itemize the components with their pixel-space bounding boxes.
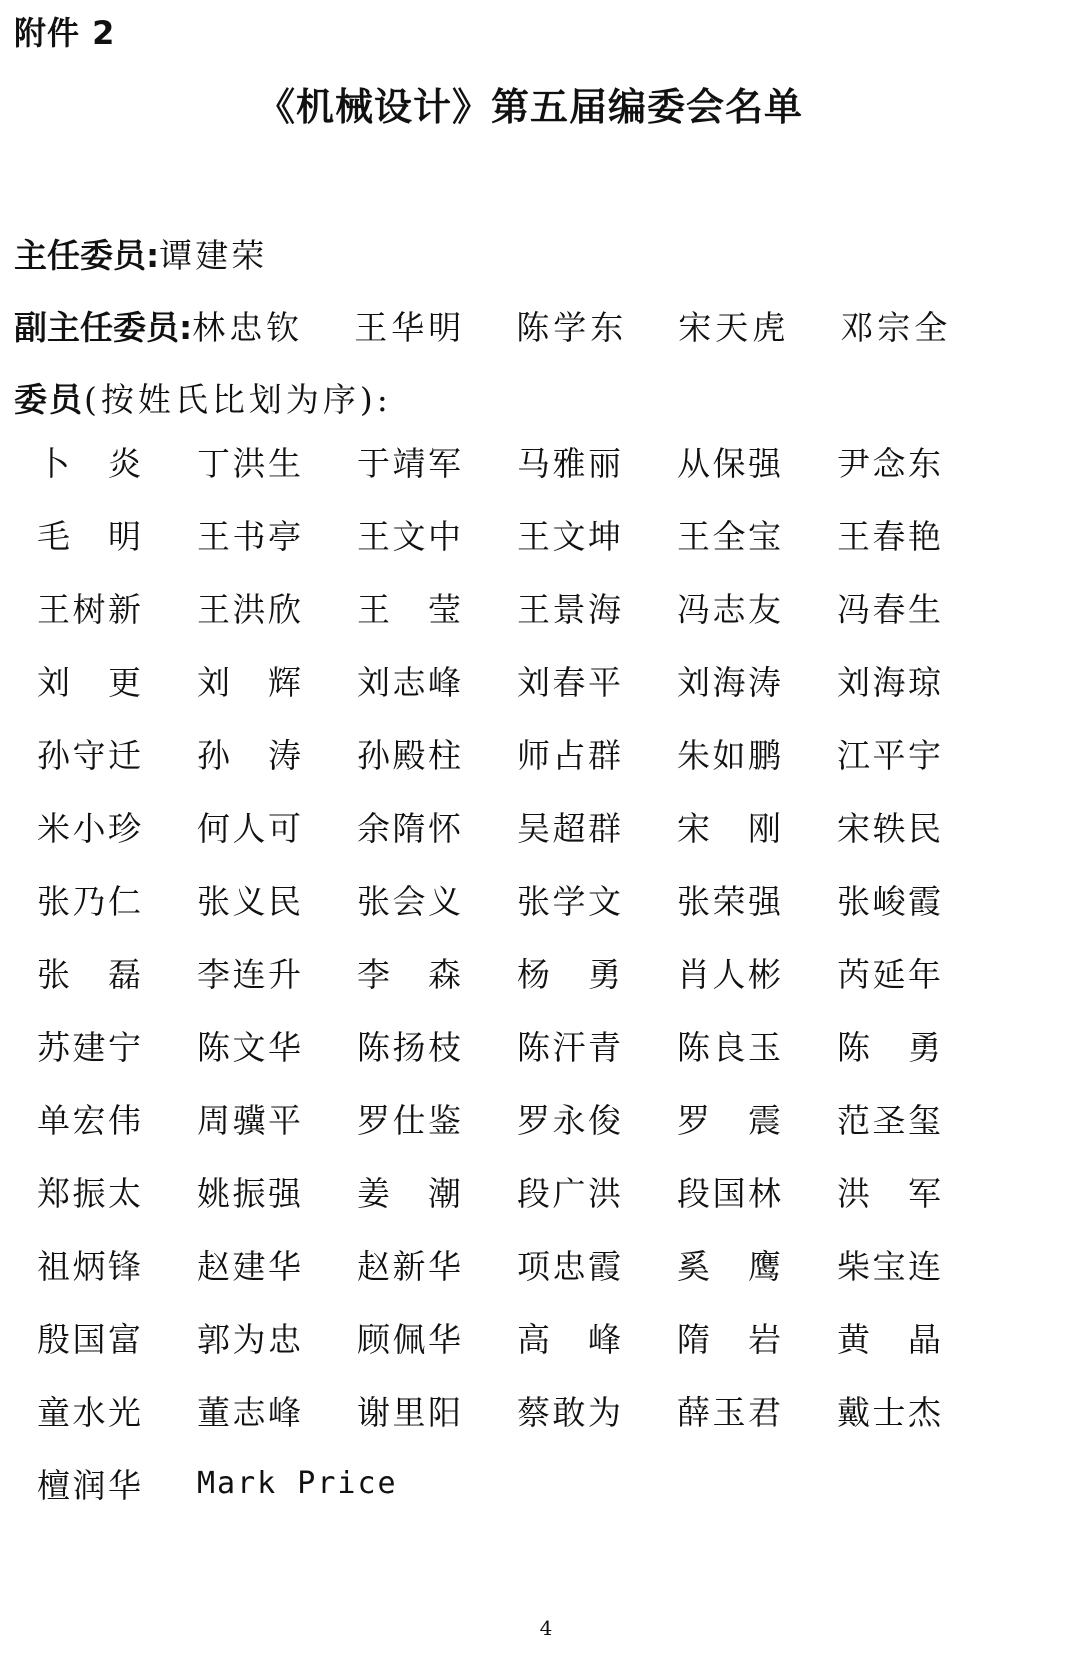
- member-name: 段 广 洪: [517, 1174, 621, 1213]
- member-name: 师 占 群: [517, 736, 621, 775]
- member-name: 尹 念 东: [837, 444, 941, 483]
- member-name: 洪 军: [837, 1174, 941, 1213]
- member-name: 张 义 民: [197, 882, 301, 921]
- member-name: 陈 汗 青: [517, 1028, 621, 1067]
- member-name: 米 小 珍: [37, 809, 141, 848]
- member-name: 刘 海 琼: [837, 663, 941, 702]
- member-name: 刘 更: [37, 663, 141, 702]
- member-name: 张 荣 强: [677, 882, 781, 921]
- member-name: 刘 春 平: [517, 663, 621, 702]
- member-name: 孙 殿 柱: [357, 736, 461, 775]
- member-name: 隋 岩: [677, 1320, 781, 1359]
- member-name: 马 雅 丽: [517, 444, 621, 483]
- member-name: 吴 超 群: [517, 809, 621, 848]
- member-name: 董 志 峰: [197, 1393, 301, 1432]
- chair-line: [14, 230, 267, 277]
- member-name: 于 靖 军: [357, 444, 461, 483]
- member-name: 姚 振 强: [197, 1174, 301, 1213]
- member-name: 王 文 坤: [517, 517, 621, 556]
- members-note: (按姓氏比划为序):: [84, 380, 392, 419]
- member-name: 童 水 光: [37, 1393, 141, 1432]
- member-name: 李 森: [357, 955, 461, 994]
- member-name: 陈 扬 枝: [357, 1028, 461, 1067]
- member-name: 罗 仕 鉴: [357, 1101, 461, 1140]
- member-name: 王 文 中: [357, 517, 461, 556]
- member-name: 赵 建 华: [197, 1247, 301, 1286]
- vice-chair-name: 邓宗全: [840, 308, 952, 347]
- member-name: 杨 勇: [517, 955, 621, 994]
- member-name: 张 峻 霞: [837, 882, 941, 921]
- member-name: 宋 刚: [677, 809, 781, 848]
- member-name: 李 连 升: [197, 955, 301, 994]
- member-name: 陈 勇: [837, 1028, 941, 1067]
- member-name: 罗 永 俊: [517, 1101, 621, 1140]
- member-name: 殷 国 富: [37, 1320, 141, 1359]
- member-name: 张 磊: [37, 955, 141, 994]
- member-name: 奚 鹰: [677, 1247, 781, 1286]
- member-name: 张 学 文: [517, 882, 621, 921]
- member-name: 芮 延 年: [837, 955, 941, 994]
- member-name: 郭 为 忠: [197, 1320, 301, 1359]
- member-name: 冯 志 友: [677, 590, 781, 629]
- member-name: 余 隋 怀: [357, 809, 461, 848]
- member-name: 檀 润 华: [37, 1466, 141, 1505]
- member-name: 从 保 强: [677, 444, 781, 483]
- page-number: 4: [539, 1616, 553, 1640]
- member-name: 周 骥 平: [197, 1101, 301, 1140]
- member-name: 祖 炳 锋: [37, 1247, 141, 1286]
- member-name: 罗 震: [677, 1101, 781, 1140]
- member-name: 单 宏 伟: [37, 1101, 141, 1140]
- members-heading: [14, 374, 392, 421]
- member-name: 丁 洪 生: [197, 444, 301, 483]
- member-name: 王 树 新: [37, 590, 141, 629]
- vice-chair-name: 宋天虎: [678, 308, 790, 347]
- member-name: 郑 振 太: [37, 1174, 141, 1213]
- member-name: 王 春 艳: [837, 517, 941, 556]
- members-label: 委员: [14, 380, 84, 419]
- member-name: 王 洪 欣: [197, 590, 301, 629]
- vice-chairs-label: 副主任委员:: [14, 308, 193, 347]
- member-name: Mark Price: [197, 1466, 398, 1501]
- member-name: 江 平 宇: [837, 736, 941, 775]
- member-name: 陈 文 华: [197, 1028, 301, 1067]
- member-name: 王 书 亭: [197, 517, 301, 556]
- document-title: 《机械设计》第五届编委会名单: [256, 85, 803, 129]
- member-name: 何 人 可: [197, 809, 301, 848]
- member-name: 项 忠 霞: [517, 1247, 621, 1286]
- member-name: 陈 良 玉: [677, 1028, 781, 1067]
- vice-chairs-line: [14, 302, 1002, 349]
- member-name: 段 国 林: [677, 1174, 781, 1213]
- member-name: 刘 志 峰: [357, 663, 461, 702]
- member-name: 苏 建 宁: [37, 1028, 141, 1067]
- member-name: 冯 春 生: [837, 590, 941, 629]
- member-name: 张 乃 仁: [37, 882, 141, 921]
- attachment-label: 附件 2: [14, 14, 116, 52]
- member-name: 宋 轶 民: [837, 809, 941, 848]
- member-name: 戴 士 杰: [837, 1393, 941, 1432]
- member-name: 刘 海 涛: [677, 663, 781, 702]
- vice-chair-name: 林忠钦: [192, 308, 304, 347]
- member-name: 孙 涛: [197, 736, 301, 775]
- member-name: 王 莹: [357, 590, 461, 629]
- chair-label: 主任委员:: [14, 236, 160, 275]
- member-name: 柴 宝 连: [837, 1247, 941, 1286]
- chair-name: 谭建荣: [159, 236, 268, 275]
- member-name: 姜 潮: [357, 1174, 461, 1213]
- member-name: 范 圣 玺: [837, 1101, 941, 1140]
- member-name: 赵 新 华: [357, 1247, 461, 1286]
- member-name: 卜 炎: [37, 444, 141, 483]
- member-name: 毛 明: [37, 517, 141, 556]
- member-name: 谢 里 阳: [357, 1393, 461, 1432]
- member-name: 黄 晶: [837, 1320, 941, 1359]
- member-name: 蔡 敢 为: [517, 1393, 621, 1432]
- member-name: 肖 人 彬: [677, 955, 781, 994]
- member-name: 朱 如 鹏: [677, 736, 781, 775]
- vice-chairs-names: [192, 302, 1002, 349]
- member-name: 薛 玉 君: [677, 1393, 781, 1432]
- member-name: 张 会 义: [357, 882, 461, 921]
- members-grid: [37, 425, 1047, 1520]
- vice-chair-name: 陈学东: [516, 308, 628, 347]
- member-name: 王 景 海: [517, 590, 621, 629]
- member-name: 刘 辉: [197, 663, 301, 702]
- member-name: 顾 佩 华: [357, 1320, 461, 1359]
- vice-chair-name: 王华明: [354, 308, 466, 347]
- member-name: 王 全 宝: [677, 517, 781, 556]
- member-name: 孙 守 迁: [37, 736, 141, 775]
- member-name: 高 峰: [517, 1320, 621, 1359]
